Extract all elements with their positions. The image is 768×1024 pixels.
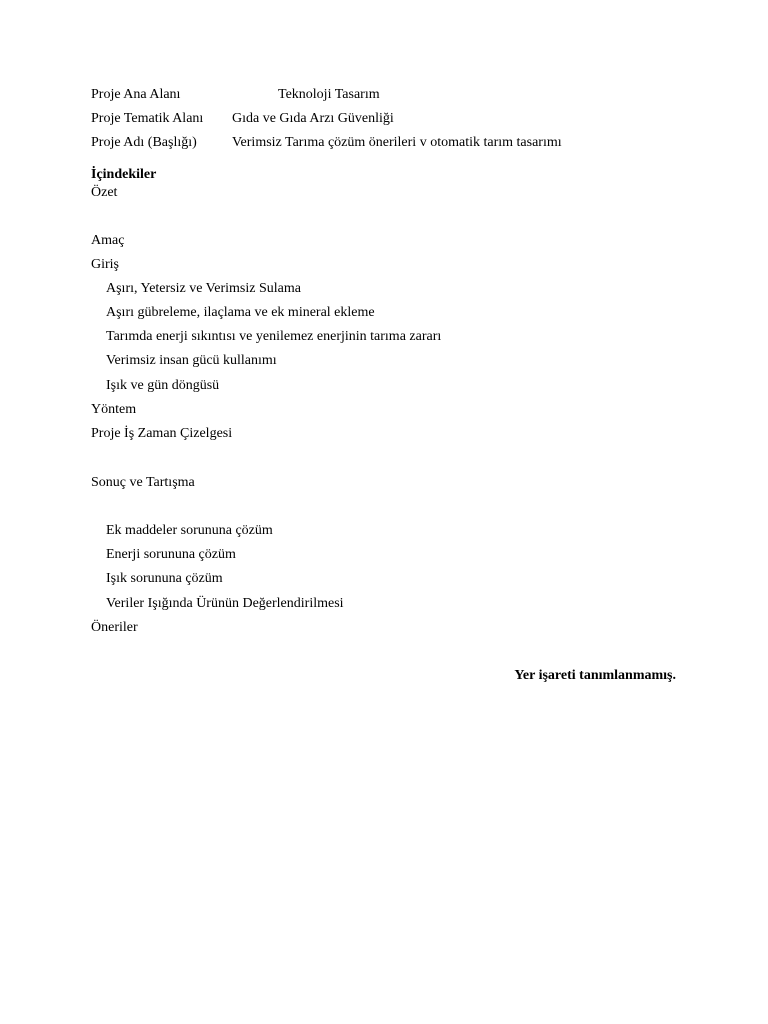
- toc-item-enerji-sikintisi[interactable]: Tarımda enerji sıkıntısı ve yenilemez enerjinin tarıma zararı: [106, 329, 442, 344]
- toc-item-urun-degerlendirme[interactable]: Veriler Işığında Ürünün Değerlendirilmesi: [106, 596, 344, 611]
- toc-item-enerji-cozum[interactable]: Enerji sorununa çözüm: [106, 547, 236, 562]
- toc-item-gubreleme[interactable]: Aşırı gübreleme, ilaçlama ve ek mineral ekleme: [106, 305, 375, 320]
- toc-item-insan-gucu[interactable]: Verimsiz insan gücü kullanımı: [106, 353, 277, 368]
- proje-tematik-alani-value: Gıda ve Gıda Arzı Güvenliği: [232, 111, 394, 126]
- proje-ana-alani-value: Teknoloji Tasarım: [278, 87, 380, 102]
- toc-item-yontem[interactable]: Yöntem: [91, 402, 137, 417]
- toc-title: İçindekiler: [91, 167, 157, 182]
- toc-item-oneriler[interactable]: Öneriler: [91, 620, 138, 635]
- toc-item-ek-maddeler[interactable]: Ek maddeler sorununa çözüm: [106, 523, 273, 538]
- toc-item-amac[interactable]: Amaç: [91, 233, 125, 248]
- toc-item-sonuc-tartisma[interactable]: Sonuç ve Tartışma: [91, 475, 195, 490]
- proje-ana-alani-label: Proje Ana Alanı: [91, 87, 181, 102]
- toc-item-isik-cozum[interactable]: Işık sorununa çözüm: [106, 571, 223, 586]
- proje-adi-value: Verimsiz Tarıma çözüm önerileri v otomatik tarım tasarımı: [232, 135, 562, 150]
- toc-item-isik-gun-dongusu[interactable]: Işık ve gün döngüsü: [106, 378, 220, 393]
- toc-item-zaman-cizelgesi[interactable]: Proje İş Zaman Çizelgesi: [91, 426, 233, 441]
- bookmark-error-text: Yer işareti tanımlanmamış.: [514, 668, 676, 683]
- toc-item-ozet[interactable]: Özet: [91, 185, 118, 200]
- proje-tematik-alani-label: Proje Tematik Alanı: [91, 111, 204, 126]
- toc-item-sulama[interactable]: Aşırı, Yetersiz ve Verimsiz Sulama: [106, 281, 301, 296]
- proje-adi-label: Proje Adı (Başlığı): [91, 135, 197, 150]
- toc-item-giris[interactable]: Giriş: [91, 257, 119, 272]
